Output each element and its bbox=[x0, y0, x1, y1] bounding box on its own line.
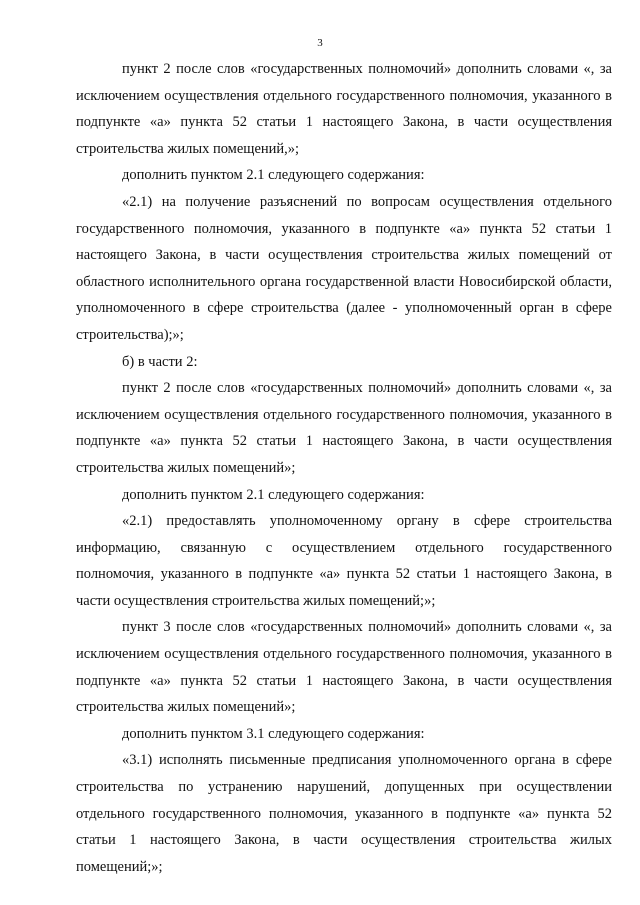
document-body bbox=[76, 56, 612, 880]
paragraph-part-2-add-point-2-1: дополнить пунктом 2.1 следующего содержания: bbox=[122, 486, 425, 503]
paragraph-point-2-1-text: «2.1) на получение разъяснений по вопросам осуществления отдельного государственного полномочия, указанного в подпункте «а» пункта 52 статьи 1 настоящего Закона, в части осуществления строительства жилых помещений от областного исполнительного органа государственной власти Новосибирской области, уполномоченного в сфере строительства (далее - уполномоченный орган в сфере строительства);»; bbox=[76, 193, 612, 343]
paragraph-part-2-heading: б) в части 2: bbox=[122, 353, 198, 370]
paragraph-amend-point-3: пункт 3 после слов «государственных полномочий» дополнить словами «, за исключением осуществления отдельного государственного полномочия, указанного в подпункте «а» пункта 52 статьи 1 настоящего Закона, в части осуществления строительства жилых помещений»; bbox=[76, 619, 612, 716]
paragraph-part-2-point-2-1-text: «2.1) предоставлять уполномоченному органу в сфере строительства информацию, связанную с осуществлением отдельного государственного полномочия, указанного в подпункте «а» пункта 52 статьи 1 настоящего Закона, в части осуществления строительства жилых помещений;»; bbox=[76, 513, 612, 609]
paragraph-add-point-3-1: дополнить пунктом 3.1 следующего содержания: bbox=[122, 725, 425, 742]
paragraph-part-2-amend-point-2: пункт 2 после слов «государственных полномочий» дополнить словами «, за исключением осуществления отдельного государственного полномочия, указанного в подпункте «а» пункта 52 статьи 1 настоящего Закона, в части осуществления строительства жилых помещений»; bbox=[76, 380, 612, 476]
paragraph-amend-point-2: пункт 2 после слов «государственных полномочий» дополнить словами «, за исключением осуществления отдельного государственного полномочия, указанного в подпункте «а» пункта 52 статьи 1 настоящего Закона, в части осуществления строительства жилых помещений,»; bbox=[76, 61, 612, 157]
paragraph-add-point-2-1: дополнить пунктом 2.1 следующего содержания: bbox=[122, 167, 425, 184]
paragraph-point-3-1-text: «3.1) исполнять письменные предписания уполномоченного органа в сфере строительства по устранению нарушений, допущенных при осуществлении отдельного государственного полномочия, указанного в подпункте «а» пункта 52 статьи 1 настоящего Закона, в части осуществления строительства жилых помещений;»; bbox=[76, 752, 612, 875]
page-number: 3 bbox=[317, 37, 323, 49]
